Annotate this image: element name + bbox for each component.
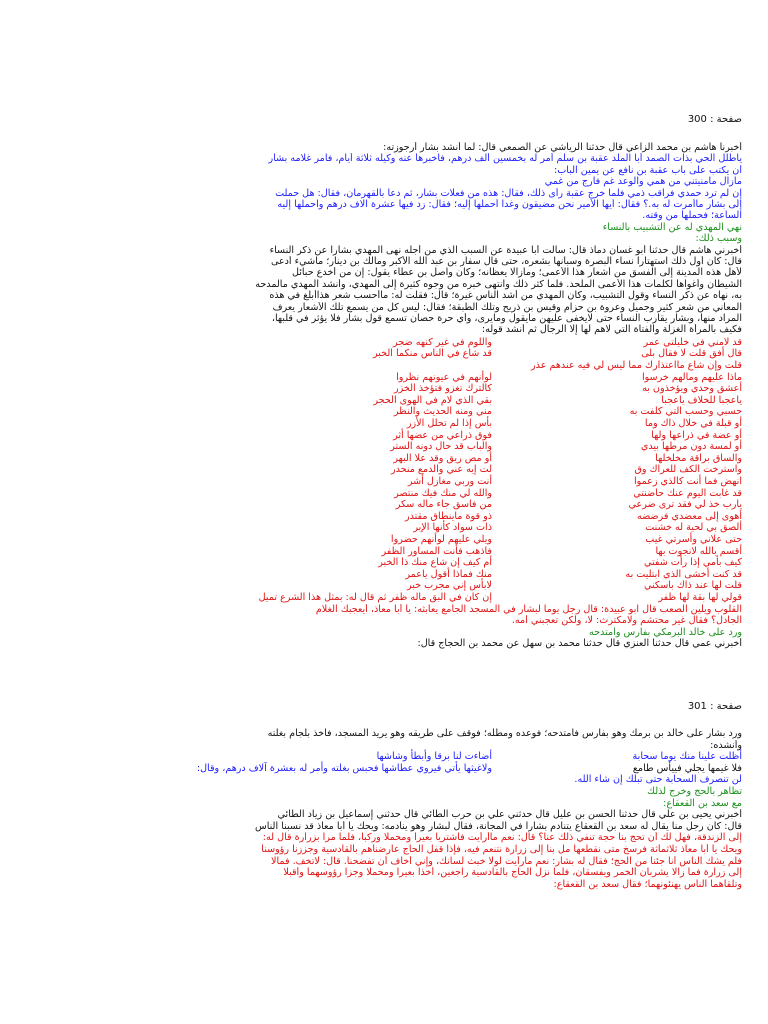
poem-verse-row	[26, 763, 742, 775]
text-line: أخبرني عمي قال حدثنا العنزي قال حدثنا محمد بن سهل عن محمد بن الحجاج قال:	[417, 638, 742, 650]
verse-hemistich-r: قلت لها عند ذاك باسكني	[644, 580, 742, 592]
verse-hemistich-m: فوق ذراعي من عضها أثر	[393, 429, 492, 441]
poem-verse-row	[26, 372, 742, 384]
poem-verse-row	[26, 395, 742, 407]
verse-hemistich-m: أنت وربي مغازل أشر	[407, 476, 492, 487]
poem-verse-row	[26, 499, 742, 511]
verse-hemistich-m: أضاءت لنا برقا وأبطأ وشاشها	[376, 751, 492, 763]
text-line: القلوب ويلين الصعب قال ابو عبيدة: قال رجل يوما لبشار في المسجد الجامع يعابثه: يا أبا معاذ، أيعجبك الغلام	[315, 603, 742, 615]
text-line: قال: كان رجل منا يقال له سعد بن القعقاع يتنادم بشارا في المجانة، فقال لبشار وهو ينادمه: ويحك يا أبا معاذ قد نسبنا الناس	[255, 820, 742, 832]
text-line: به، نهاه عن ذكر النساء وقول التشبيب، وكان المهدي من أشد الناس غيرة؛ قال: فقلت له: ماأحسب شعر هذاأبلغ في هذه	[269, 290, 742, 302]
text-line: نهي المهدي له عن التشبيب بالنساء	[602, 221, 742, 233]
text-line: أخبرنا هاشم بن محمد الزاعي قال حدثنا الرياشي عن الصمعي قال: لما أنشد بشار أرجوزته:	[383, 142, 742, 153]
poem-verse-row	[26, 348, 742, 360]
verse-hemistich-r: فلا غيمها يجلي فييأس طامع	[632, 762, 742, 774]
text-line: مع سعد بن القعقاع:	[663, 797, 742, 809]
verse-hemistich-r: أو قبلة في خلال ذاك وما	[644, 418, 742, 429]
poem-verse-row	[26, 751, 742, 763]
verse-hemistich-m: ذات سواد كأنها الإبر	[413, 522, 492, 534]
text-line: إن لم ترد حمدي فراقب ذمي فلما خرج عقبة رأى ذلك، فقال: هذه من فعلات بشار، ثم دعا بالقهرمان، فقال: هل حملت	[275, 187, 742, 199]
poem-verse-row	[26, 546, 742, 558]
text-line: تظاهر بالحج وخرج لذلك	[647, 786, 742, 797]
verse-hemistich-m: بأس إذا لم تحلل الأزر	[406, 418, 492, 429]
verse-hemistich-r: ماذا عليهم ومالهم خرسوا	[641, 371, 742, 383]
verse-hemistich-r: قلت وإن شاع مااعتذارك مما ليس لي فيه عندهم عذر	[531, 360, 742, 371]
poem-verse-row	[26, 557, 742, 569]
verse-hemistich-m: أم كيف إن شاع منك ذا الخبر	[378, 557, 492, 569]
text-line: وتلقاهما الناس يهنئونهما؛ فقال سعد بن القعقاع:	[553, 878, 742, 890]
text-line: إلى زرارة فما زالا يشربان الخمر ويفسقان، فلما نزل الحاج بالقادسية راجعين، أخذا بعيرا ومحملا وجزا رؤوسهما وأقبلا	[283, 867, 742, 879]
poem-verse-row	[26, 464, 742, 476]
poem-verse-row	[26, 534, 742, 546]
poem-verse-row	[26, 383, 742, 395]
poem-verse-row	[26, 522, 742, 534]
text-line: ورد على خالد البرمكي بفارس وامتدحه	[589, 626, 742, 638]
text-line: الجادل؟ فقال غير محتشم ولامكترث: لا، ولكن تعجبني أمه.	[511, 615, 742, 627]
verse-hemistich-r: قد كنت أخشى الذي ابتليت به	[625, 568, 742, 580]
poem-verse-row	[26, 774, 742, 786]
verse-hemistich-r: أو لمسة دون مرطها بيدي	[640, 441, 742, 453]
text-line: أخبرني يحيى بن علي قال حدثنا الحسن بن عليل قال حدثني علي بن حرب الطائي قال حدثني إسماعيل بن زياد الطائي	[277, 809, 742, 821]
verse-hemistich-r: قولي لها بقة لها ظفر	[658, 592, 742, 603]
verse-hemistich-m: والله لي منك فيك منتصر	[394, 487, 492, 499]
text-line: الشيطان وأغواها لكلمات هذا الأعمى الملحد. فلما كثر ذلك وانتهى خبره من وجوه كثيرة إلى المهدي، وأنشد المهدي مالمدحه	[255, 278, 742, 290]
text-line: ياطلل الحي بذات الصمد أبا الملد عقبة بن سلم أمر له بخمسين ألف درهم، فأخبرها عنه وكيله ثلاثة أيام، فأمر غلامه بشار	[268, 153, 742, 165]
verse-hemistich-m: فاذهب فأنت المساور الظفر	[381, 545, 492, 557]
verse-hemistich-r: انهض فما أنت كالذي زعموا	[633, 476, 742, 487]
poem-verse-row	[26, 430, 742, 442]
verse-hemistich-m: منك فماذا أقول ياعمر	[405, 568, 492, 580]
text-line: أخبرني هاشم قال حدثنا أبو غسان دماذ قال: سألت أبا عبيدة عن السبب الذي من أجله نهى المهدي بشارا عن ذكر النساء	[269, 244, 742, 256]
poem-verse-row	[26, 337, 742, 349]
verse-hemistich-m: ذو قوة ماينطاق مقتدر	[404, 510, 492, 522]
verse-hemistich-m: لت إيه عني والدمع منحدر	[390, 464, 492, 476]
poem-verse-row	[26, 406, 742, 418]
verse-hemistich-m: بقي الذي لام في الهوى الحجر	[373, 394, 492, 406]
verse-hemistich-m: أو مص ريق وقد علا البهر	[393, 452, 492, 464]
verse-hemistich-m: ولاغيثها يأتي فيروي عطاشها فحبس بغلته وأمر له بعشرة آلاف درهم، وقال:	[196, 762, 492, 774]
text-line: المراد منها، وبشار يقارب النساء حتى لايخفى عليهن مايقول ومايرى، وأي حرة حصان تسمع قول بشار فلا يؤثر في قلبها،	[271, 313, 742, 324]
text-line: ويحك يا أبا معاذ ثلاثماثة فرسخ متى نقطعها مل بنا إلى زرارة نتنعم فيه، فإذا قفل الحاج عارضناهم بالقادسية وجززنا رؤوسنا	[261, 844, 742, 855]
verse-hemistich-r: حتى علاني وأسرتي غيب	[645, 534, 742, 545]
verse-hemistich-r: أهوى إلى معضدي فرضضه	[636, 510, 742, 522]
verse-hemistich-m: والباب قد حال دونه الستر	[390, 441, 492, 453]
text-line: الساعة؛ فحملها من وقته.	[642, 210, 742, 222]
poem-verse-row	[26, 569, 742, 581]
text-line: وأنشده:	[710, 739, 742, 751]
verse-hemistich-m: لابأس إني مجرب خبر	[406, 580, 492, 592]
verse-hemistich-r: ألصق بي لحية له خشنت	[645, 522, 742, 534]
text-line: مازال مامنيتني من همي والوعد غم فارج من غمي	[544, 176, 742, 188]
text-line: قال: كان أول ذلك استهتارا نساء البصرة وسبانها بشعره، حتى قال سفار بن عبد الله الأكبر ومالك بن دينار؛ ماشيء أدعى	[270, 256, 742, 267]
text-line: إلى بشار ماأمرت له به.؟ فقال: أيها الأمير نحن مضيقون وغدا أحملها إليه؛ فقال: زد فيها عشرة آلاف درهم واحملها إليه	[277, 199, 742, 210]
verse-hemistich-r: كيف بأمي إذا رأت شفتي	[643, 557, 742, 569]
verse-hemistich-r: حسبي وحسب التي كلفت به	[629, 406, 742, 418]
verse-hemistich-r: واسترخت الكف للعراك وق	[634, 464, 742, 476]
verse-hemistich-r: قد لامني في خليلتي عمر	[643, 336, 742, 348]
verse-hemistich-m: من فاسق جاء ماله سكر	[395, 499, 492, 511]
verse-hemistich-m: ويلي عليهم لوأنهم حضروا	[390, 534, 492, 545]
page-number-301: صفحة : 301	[687, 701, 742, 712]
text-line: فلم يشك الناس أنا جئنا من الحج؛ فقال له بشار: نعم مارأيت لولا خبث لسانك، وإني أخاف أن تفضحنا. قال: لاتخف. فمالا	[271, 855, 742, 867]
text-line: ورد بشار على خالد بن برمك وهو بفارس فامتدحه؛ فوعده ومطله؛ فوقف على طريقه وهو يريد المسجد، فأخذ بلجام بغلته	[267, 728, 742, 739]
verse-hemistich-r: والساق براقة مخلخلها	[655, 452, 742, 464]
poem-verse-row	[26, 360, 742, 372]
verse-hemistich-r: قال أفق قلت لا فقال بلى	[641, 348, 742, 360]
page-number-300: صفحة : 300	[687, 114, 742, 125]
poem-verse-row	[26, 592, 742, 604]
verse-hemistich-r: أظلت علينا منك يوما سحابة	[632, 751, 742, 763]
verse-hemistich-r: أعشق وحدي ويؤخذون به	[642, 383, 742, 395]
poem-verse-row	[26, 418, 742, 430]
text-line: أن يكتب على باب عقبة بن نافع عن يمين الباب:	[554, 164, 742, 176]
poem-verse-row	[26, 476, 742, 488]
verse-hemistich-r: قد غابت اليوم عنك حاضنتي	[633, 487, 742, 499]
text-line: لأهل هذه المدينة إلى الفسق من أشعار هذا الأعمى؛ ومازالا يعظانه؛ وكان واصل بن عطاء يقول: إن من أخدع حبائل	[291, 267, 742, 279]
text-line: فكيف بالمرأة الغزلة والفتاة التي لاهم لها إلا الرجال ثم أنشد قوله:	[481, 324, 742, 336]
text-line: المعاني من شعر كثير وجميل وعروة بن حزام وقيس بن ذريح وتلك الطبقة؛ فقال: ليس كل من يسمع تلك الأشعار يعرف	[272, 301, 742, 313]
verse-hemistich-r: لن تنصرف السحابة حتى تبلك إن شاء الله.	[574, 774, 742, 786]
verse-hemistich-r: يارب خذ لي فقد ترى ضرعي	[628, 499, 742, 511]
poem-verse-row	[26, 580, 742, 592]
text-line: إلى الزندقة، فهل لك أن تحج بنا حجة تنفي ذلك عنا؟ قال: نعم ماأرأيت فاشتريا بعيرا ومحملا وركبا، فلما مرا بزرارة قال له:	[262, 832, 742, 844]
text-line: وسبب ذلك:	[695, 233, 742, 245]
poem-verse-row	[26, 453, 742, 465]
poem-verse-row	[26, 511, 742, 523]
verse-hemistich-m: مني ومنه الحديث والنظر	[393, 406, 492, 418]
verse-hemistich-r: أقسم بالله لانجوت بها	[655, 545, 742, 557]
verse-hemistich-m: قد شاع في الناس منكما الخبر	[372, 348, 492, 360]
verse-hemistich-r: ياعجبا للخلاف ياعجبا	[661, 394, 742, 406]
verse-hemistich-m: واللوم في غير كنهه ضجر	[393, 336, 492, 348]
verse-hemistich-m: كالترك تغزو فتؤخذ الخزر	[394, 383, 492, 395]
poem-verse-row	[26, 441, 742, 453]
verse-hemistich-m: لوأنهم في عيونهم نظروا	[396, 371, 492, 383]
verse-hemistich-r: أو عضة في ذراعها ولها	[651, 429, 742, 441]
verse-hemistich-m: إن كان في البق ماله ظفر ثم قال له: بمثل هذا الشرع تميل	[258, 592, 492, 603]
poem-verse-row	[26, 488, 742, 500]
